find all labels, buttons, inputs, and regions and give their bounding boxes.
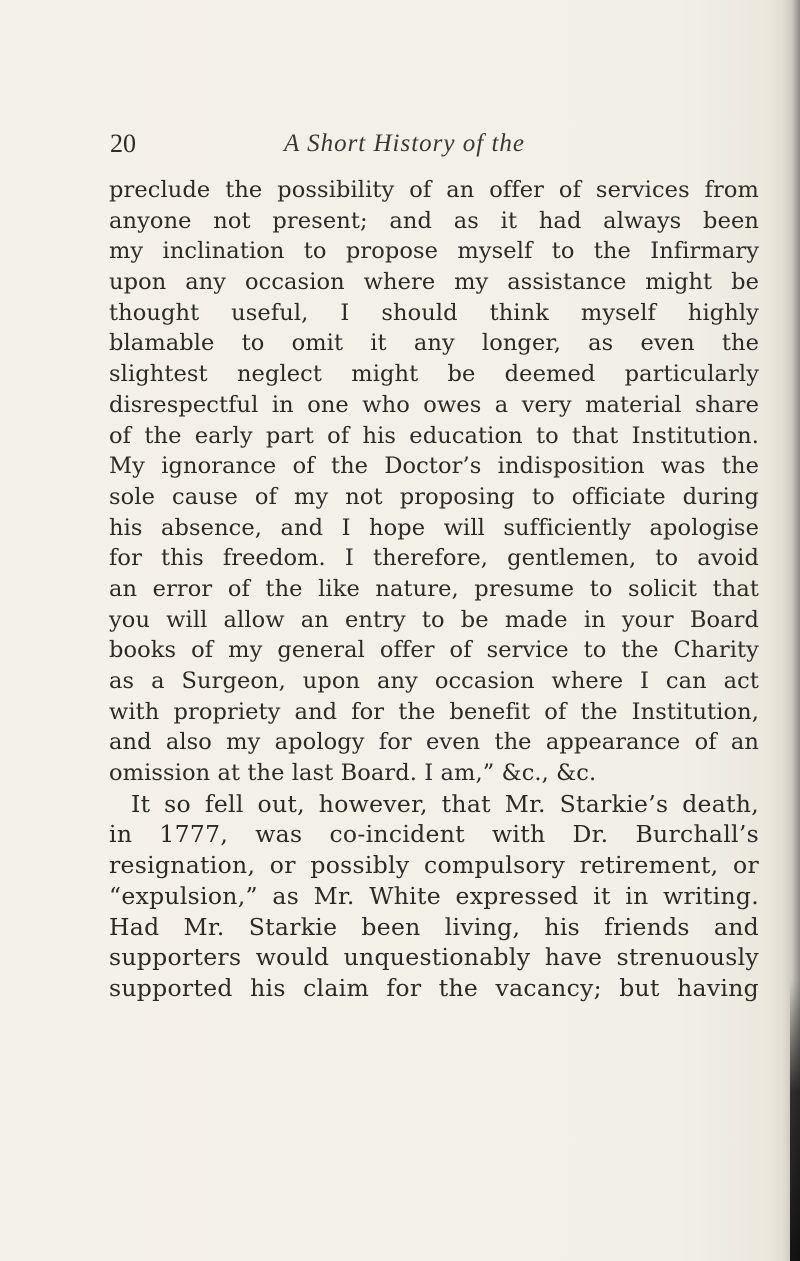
text-line: “expulsion,” as Mr. White expressed it in writing. bbox=[109, 881, 759, 910]
text-line: thought useful, I should think myself highly bbox=[109, 299, 759, 326]
text-line: you will allow an entry to be made in your Board bbox=[109, 606, 759, 633]
text-line: supporters would unquestionably have strenuously bbox=[109, 943, 759, 972]
text-line: an error of the like nature, presume to solicit that bbox=[109, 575, 759, 602]
text-line: slightest neglect might be deemed particularly bbox=[109, 361, 759, 388]
text-line: Had Mr. Starkie been living, his friends and bbox=[109, 912, 759, 941]
text-line: in 1777, was co-incident with Dr. Burchall’s bbox=[109, 820, 759, 849]
text-line: upon any occasion where my assistance might be bbox=[109, 269, 759, 296]
text-line: blamable to omit it any longer, as even the bbox=[109, 330, 759, 357]
text-line: his absence, and I hope will sufficiently apologise bbox=[109, 514, 759, 541]
text-line: preclude the possibility of an offer of services from bbox=[109, 177, 759, 203]
text-line: and also my apology for even the appearance of an bbox=[109, 729, 759, 756]
body-text bbox=[109, 175, 759, 1004]
page-edge-dark bbox=[790, 980, 800, 1261]
text-line: anyone not present; and as it had always been bbox=[109, 207, 759, 234]
text-line: my inclination to propose myself to the Infirmary bbox=[109, 238, 759, 265]
text-line: disrespectful in one who owes a very material share bbox=[109, 391, 759, 418]
text-line: of the early part of his education to that Institution. bbox=[109, 422, 759, 449]
text-line: resignation, or possibly compulsory retirement, or bbox=[109, 851, 759, 880]
running-head: A Short History of the bbox=[284, 130, 525, 157]
page-header bbox=[110, 128, 750, 168]
text-line: omission at the last Board. I am,” &c., &c. bbox=[109, 760, 597, 787]
text-line: sole cause of my not proposing to officiate during bbox=[109, 483, 759, 510]
page-number: 20 bbox=[110, 129, 136, 158]
text-line: supported his claim for the vacancy; but having bbox=[109, 973, 759, 1002]
text-line: books of my general offer of service to the Charity bbox=[109, 637, 759, 664]
text-line: It so fell out, however, that Mr. Starkie’s death, bbox=[131, 789, 759, 818]
text-line: for this freedom. I therefore, gentlemen, to avoid bbox=[109, 545, 759, 572]
text-line: with propriety and for the benefit of the Institution, bbox=[109, 698, 759, 725]
text-line: as a Surgeon, upon any occasion where I can act bbox=[109, 668, 759, 694]
text-line: My ignorance of the Doctor’s indisposition was the bbox=[109, 453, 759, 480]
